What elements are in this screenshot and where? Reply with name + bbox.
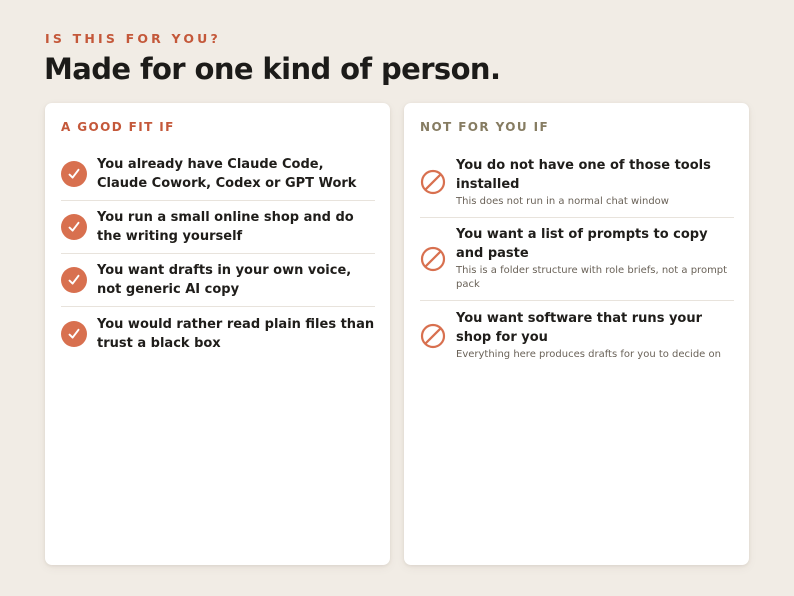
list-item	[420, 218, 734, 301]
item-subtext: This does not run in a normal chat window	[456, 195, 669, 207]
check-circle-icon	[61, 267, 87, 293]
list-item	[420, 301, 734, 371]
item-text: You already have Claude Code, Claude Cowork, Codex or GPT Work	[97, 157, 357, 191]
list-item	[61, 201, 375, 254]
check-circle-icon	[61, 214, 87, 240]
check-circle-icon	[61, 321, 87, 347]
list-item	[61, 307, 375, 360]
prohibited-icon	[420, 246, 446, 272]
page-title: Made for one kind of person.	[44, 52, 501, 86]
prohibited-icon	[420, 169, 446, 195]
item-subtext: This is a folder structure with role briefs, not a prompt pack	[456, 265, 728, 290]
item-text: You want drafts in your own voice, not generic AI copy	[97, 263, 352, 297]
good-fit-list	[61, 148, 375, 360]
item-text: You run a small online shop and do the writing yourself	[97, 210, 354, 244]
list-item	[420, 148, 734, 218]
list-item	[61, 148, 375, 201]
list-item	[61, 254, 375, 307]
prohibited-icon	[420, 323, 446, 349]
item-subtext: Everything here produces drafts for you to decide on	[456, 349, 721, 360]
good-fit-card	[45, 103, 390, 565]
item-text: You would rather read plain files than trust a black box	[97, 316, 375, 351]
item-text: You want a list of prompts to copy and paste	[456, 227, 708, 261]
item-text: You do not have one of those tools installed	[456, 157, 711, 192]
check-circle-icon	[61, 161, 87, 187]
not-for-you-list	[420, 148, 734, 371]
good-fit-title: A GOOD FIT IF	[61, 120, 175, 134]
not-for-you-title: NOT FOR YOU IF	[420, 120, 550, 134]
not-for-you-card	[404, 103, 749, 565]
section-eyebrow: IS THIS FOR YOU?	[45, 31, 221, 46]
item-text: You want software that runs your shop for you	[456, 311, 703, 345]
